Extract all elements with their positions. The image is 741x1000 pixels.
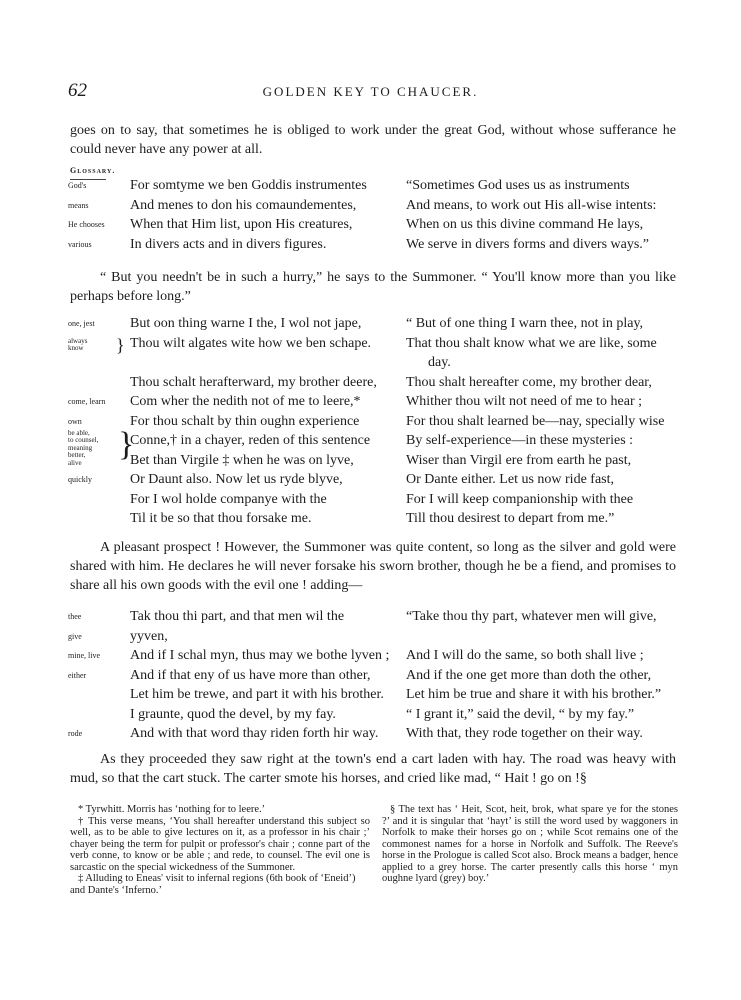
verse-line (68, 707, 676, 727)
paragraph-hurry: “ But you needn't be in such a hurry,” he says to the Summoner. “ You'll know more than you like perhaps before long.” (70, 270, 676, 304)
gloss: meaning (68, 443, 93, 452)
modern-english-line: Thou shalt hereafter come, my brother dear, (406, 374, 652, 390)
middle-english-line: Or Daunt also. Now let us ryde blyve, (130, 472, 343, 487)
modern-english-line: “Take thou thy part, whatever men will give, (406, 609, 657, 624)
modern-english-line: With that, they rode together on their way. (406, 726, 643, 741)
verse-line (68, 609, 676, 629)
running-head: GOLDEN KEY TO CHAUCER. (262, 84, 479, 99)
gloss: rode (68, 729, 83, 738)
gloss: be able, (68, 428, 90, 437)
verse-line (68, 237, 676, 257)
verse-line (68, 648, 676, 668)
gloss: mine, live (68, 651, 100, 660)
footnotes-right (382, 804, 678, 885)
modern-english-line: Whither thou wilt not need of me to hear ; (406, 394, 642, 409)
gloss: know (68, 344, 84, 352)
footnote: ‡ Alluding to Eneas' visit to infernal regions (6th book of ‘Eneid’) and Dante's ‘Inferno.’ (70, 873, 356, 896)
middle-english-line: And if that eny of us have more than other, (130, 667, 371, 683)
verse-line (68, 375, 676, 395)
middle-english-line: Thou schalt herafterward, my brother deere, (130, 374, 377, 390)
gloss: quickly (68, 475, 92, 484)
verse-line (68, 316, 676, 336)
stanza-instruments (68, 178, 676, 256)
verse-line (68, 453, 676, 473)
middle-english-line: Thou wilt algates wite how we ben schape. (130, 335, 372, 351)
verse-line (68, 668, 676, 688)
gloss: either (68, 670, 87, 680)
footnote: § The text has ‘ Heit, Scot, heit, brok, what spare ye for the stones ?’ and it is singular that ‘hayt’ is still the word used by waggoners in Norfolk to make their horses go on ; while Scot remains one of the commonest names for a horse in Norfolk and Suffolk. The Reeve's horse in the Prologue is called Scot also. Brock means a badger, hence applied to a grey horse. The carter presently calls this horse ‘ myn oughne lyard (grey) boy.’ (382, 804, 678, 884)
verse-line (68, 492, 676, 512)
middle-english-line: Let him be trewe, and part it with his brother. (130, 687, 384, 702)
verse-line (68, 178, 676, 198)
modern-english-line: We serve in divers forms and divers ways.” (406, 236, 650, 252)
modern-english-line: “ I grant it,” said the devil, “ by my fay.” (406, 706, 635, 722)
middle-english-line: Bet than Virgile ‡ when he was on lyve, (130, 452, 354, 468)
gloss: one, jest (68, 319, 95, 328)
modern-english-line: “Sometimes God uses us as instruments (406, 178, 630, 193)
verse-line (68, 355, 676, 375)
modern-english-line: For thou shalt learned be—nay, specially wise (406, 413, 665, 429)
middle-english-line: When that Him list, upon His creatures, (130, 217, 353, 232)
middle-english-line: Til it be so that thou forsake me. (130, 511, 312, 526)
modern-english-line: And I will do the same, so both shall live ; (406, 648, 644, 663)
modern-english-line: day. (428, 355, 451, 370)
modern-english-line: That thou shalt know what we are like, some (406, 335, 657, 351)
footnote: † This verse means, ‘You shall hereafter understand this subject so well, as to be able to give lectures on it, as a professor in his chair ;’ chayer being the term for pulpit or professor's chair ; conne part of the verb conne, to know or be able ; and rede, to counsel. The evil one is sarcastic on the special wickedness of the Summoner. (70, 815, 370, 873)
brace-glyph: } (118, 425, 135, 463)
middle-english-line: For somtyme we ben Goddis instrumentes (130, 178, 367, 193)
middle-english-line: I graunte, quod the devel, by my fay. (130, 706, 336, 722)
modern-english-line: When on us this divine command He lays, (406, 217, 644, 232)
glossary-title: Glossary. (70, 166, 116, 175)
gloss: alive (68, 458, 82, 467)
middle-english-line: And menes to don his comaundementes, (130, 197, 357, 213)
middle-english-line: For I wol holde companye with the (130, 491, 327, 507)
brace-glyph: } (116, 334, 125, 355)
modern-english-line: By self-experience—in these mysteries : (406, 433, 634, 448)
verse-line (68, 472, 676, 492)
modern-english-line: Wiser than Virgil ere from earth he past, (406, 452, 632, 468)
gloss: come, learn (68, 397, 106, 406)
verse-line (68, 687, 676, 707)
paragraph-cart: As they proceeded they saw right at the town's end a cart laden with hay. The road was heavy with mud, so that the cart stuck. The carter smote his horses, and cried like mad, “ Hait ! go on !§ (70, 752, 676, 786)
modern-english-line: Till thou desirest to depart from me.” (406, 511, 615, 526)
gloss: thee (68, 612, 82, 621)
middle-english-line: And with that word thay riden forth hir way. (130, 726, 379, 741)
gloss: He chooses (68, 220, 105, 229)
middle-english-line: Conne,† in a chayer, reden of this sentence (130, 433, 371, 448)
verse-line (68, 217, 676, 237)
stanza-warning (68, 316, 676, 531)
modern-english-line: Or Dante either. Let us now ride fast, (406, 472, 614, 487)
middle-english-line: And if I schal myn, thus may we bothe lyven ; (130, 648, 390, 663)
gloss: God's (68, 181, 87, 190)
page-number: 62 (68, 80, 87, 101)
verse-line (68, 433, 676, 453)
verse-line (68, 198, 676, 218)
verse-line (68, 511, 676, 531)
gloss: various (68, 239, 92, 249)
middle-english-line: yyven, (130, 628, 168, 644)
modern-english-line: For I will keep companionship with thee (406, 491, 634, 507)
modern-english-line: And if the one get more than doth the other, (406, 667, 652, 683)
paragraph-prospect: A pleasant prospect ! However, the Summoner was quite content, so long as the silver and gold were shared with him. He declares he will never forsake his sworn brother, though he be a fiend, and promises to share all his own goods with the evil one ! adding— (70, 540, 676, 593)
gloss: means (68, 200, 89, 210)
middle-english-line: In divers acts and in divers figures. (130, 236, 327, 252)
paragraph-intro: goes on to say, that sometimes he is obliged to work under the great God, without whose sufferance he could never have any power at all. (70, 123, 676, 157)
stanza-share (68, 609, 676, 746)
middle-english-line: Com wher the nedith not of me to leere,* (130, 394, 361, 409)
footnotes-left (70, 804, 370, 896)
gloss: own (68, 416, 82, 426)
modern-english-line: And means, to work out His all-wise intents: (406, 197, 657, 213)
gloss: better, (68, 451, 86, 459)
middle-english-line: But oon thing warne I the, I wol not jape, (130, 316, 362, 331)
gloss: to counsel, (68, 436, 99, 444)
verse-line (68, 726, 676, 746)
footnote: * Tyrwhitt. Morris has ‘nothing for to leere.’ (78, 804, 266, 815)
middle-english-line: For thou schalt by thin oughn experience (130, 413, 360, 429)
gloss: always (68, 336, 88, 345)
middle-english-line: Tak thou thi part, and that men wil the (130, 609, 345, 624)
verse-line (68, 394, 676, 414)
verse-line (68, 336, 676, 356)
modern-english-line: Let him be true and share it with his brother.” (406, 687, 662, 702)
modern-english-line: “ But of one thing I warn thee, not in play, (406, 316, 644, 331)
gloss: give (68, 631, 82, 641)
verse-line (68, 629, 676, 649)
